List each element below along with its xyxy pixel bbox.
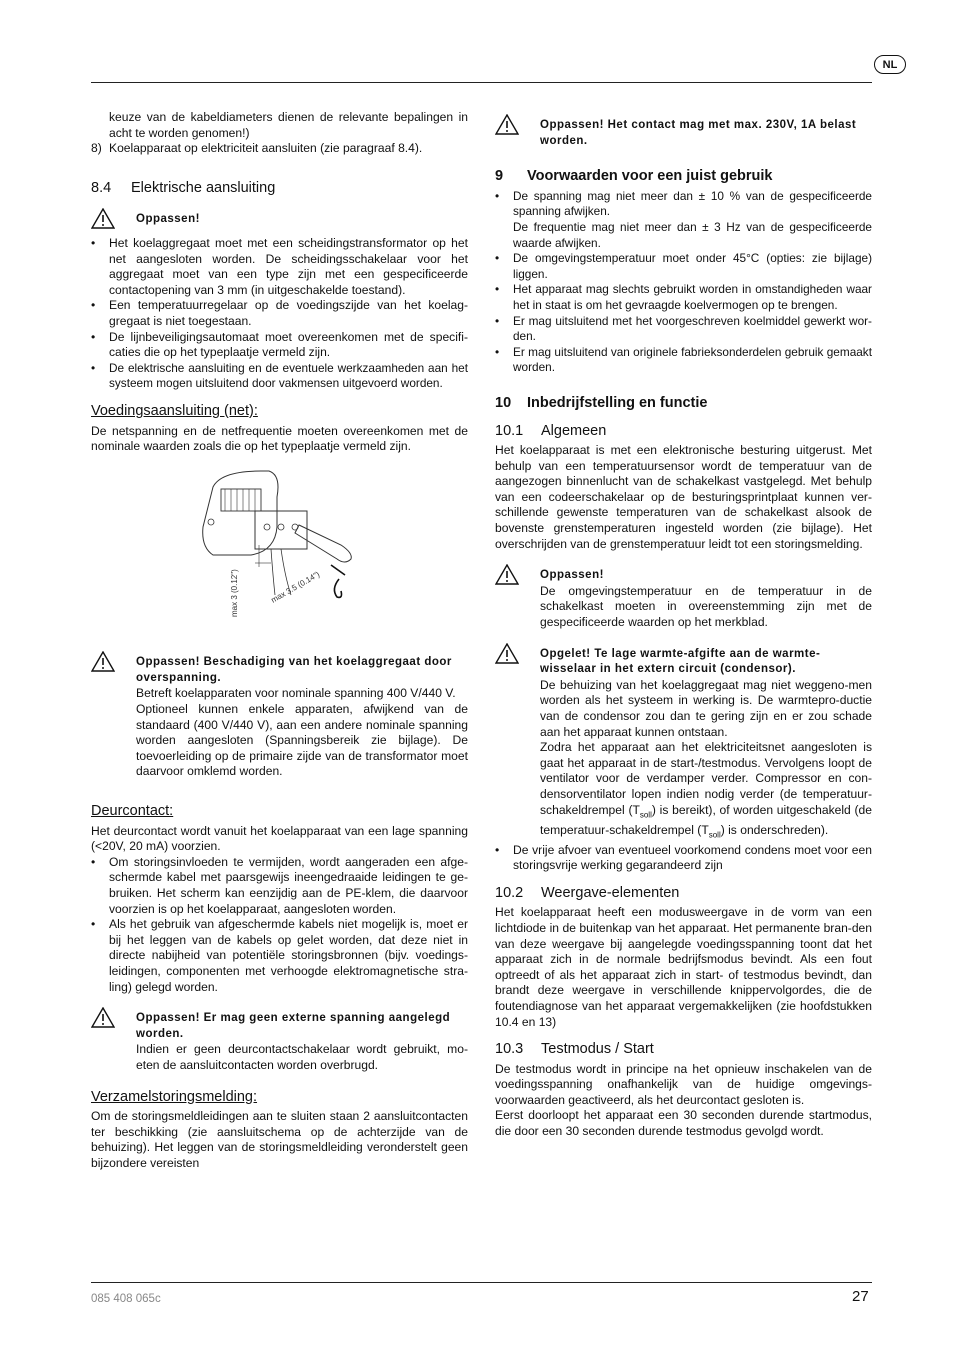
list-item xyxy=(495,189,872,251)
text-run: Zodra het apparaat aan het elektriciteitsnet aangesloten is gaat het apparaat in de start-/testmodus. Vervolgens loopt de ventilator voor de verdamper verder. Compressor en con-densorventilator lopen indien nodig verder (de temperatuur-schakeldrempel (T xyxy=(540,740,872,817)
language-badge: NL xyxy=(874,55,906,74)
list-item: • Een temperatuurregelaar op de voedingszijde van het koelag-gregaat is niet toegestaan. xyxy=(91,298,468,329)
subscript: soll xyxy=(708,829,721,839)
list-item: • Als het gebruik van afgeschermde kabels niet mogelijk is, moet er bij het leggen van de kabels op gelet worden, dat deze niet in directe nabijheid van potentiële storingsbronnen (bijv. voedings-leidingen, componenten met verhoogde elektromagnetische stra-ling) gelegd worden. xyxy=(91,917,468,995)
section-10-2-heading xyxy=(495,886,872,902)
text-run: ) is onderschreden). xyxy=(720,822,829,837)
section-number: 10.1 xyxy=(495,422,524,439)
section-number: 8.4 xyxy=(91,179,112,196)
warning-block xyxy=(91,212,468,228)
section-9-heading xyxy=(495,169,872,185)
item-text: Koelapparaat op elektriciteit aansluiten (zie paragraaf 8.4). xyxy=(109,141,423,156)
warning-text: De omgevingstemperatuur en de temperatuur in de schakelkast moeten in overeenstemming zijn met de gespecificeerde waarden op het merkblad. xyxy=(540,583,872,630)
list-item: • Om storingsinvloeden te vermijden, wordt aangeraden een afge-schermde kabel met paarsgewijs ineengedraaide leidingen te ge-bruiken. Het scherm kan eenzijdig aan de PE-klem, die daarvoor voorzien is op het koelapparaat, aangesloten worden. xyxy=(91,855,468,917)
document-code: 085 408 065c xyxy=(91,1293,161,1305)
page-number: 27 xyxy=(852,1288,869,1305)
right-column xyxy=(495,110,872,1140)
section-10-heading xyxy=(495,396,872,412)
bullet-list xyxy=(495,843,872,874)
warning-title: Oppassen! xyxy=(540,569,604,582)
left-column xyxy=(91,110,468,1172)
warning-icon xyxy=(495,564,519,585)
footer-rule xyxy=(91,1282,872,1283)
dimension-label: max 3.5 (0.14") xyxy=(269,569,322,605)
section-title: Voorwaarden voor een juist gebruik xyxy=(527,168,773,185)
text-run: ) is bereikt), of worden uitgeschakeld (de temperatuur-schakeldrempel (T xyxy=(540,802,872,837)
list-item: • Er mag uitsluitend van originele fabrieksonderdelen gebruik gemaakt worden. xyxy=(495,345,872,376)
subscript: soll xyxy=(639,809,652,819)
section-title: Inbedrijfstelling en functie xyxy=(527,394,708,411)
warning-title: Oppassen! Beschadiging van het koelaggregaat door overspanning. xyxy=(136,656,452,684)
deurcontact-heading: Deurcontact: xyxy=(91,803,174,820)
list-item: • Er mag uitsluitend met het voorgeschreven koelmiddel gewerkt wor-den. xyxy=(495,314,872,345)
section-title: Elektrische aansluiting xyxy=(131,179,276,196)
verzamelstoring-heading: Verzamelstoringsmelding: xyxy=(91,1088,258,1105)
list-item-text: De spanning mag niet meer dan ± 10 % van de gespecificeerde spanning afwijken. xyxy=(513,188,872,219)
verzamelstoring-text: Om de storingsmeldleidingen aan te sluiten staan 2 aansluitcontacten ter beschikking (zie aansluitschema op de achterzijde van de behuizing). Het leggen van de storingsmeldleiding veronderstelt geen bijzondere vereisten xyxy=(91,1109,468,1170)
warning-block xyxy=(91,655,468,780)
section-title: Testmodus / Start xyxy=(541,1041,654,1058)
bullet-list xyxy=(91,855,468,995)
warning-title: Oppassen! Het contact mag met max. 230V, 1A belast worden. xyxy=(540,119,857,147)
section-10-1-text: Het koelapparaat is met een elektronische besturing uitgerust. Met behulp van een temperatuursensor wordt de temperatuur van de aangezogen binnenlucht van de schakelkast vastgelegd. Met behulp van een codeerschakelaar op de besturingsprintplaat kunnen ver-schillende gewenste temperaturen van de schakelkast alsook de bovenste grenstemperaturen ingesteld worden (zie bijlage). Het overschrijden van de grenstemperatuur leidt tot een storingsmelding. xyxy=(495,443,872,551)
warning-text: Indien er geen deurcontactschakelaar wordt gebruikt, mo-eten de aansluitcontacten worden overbrugd. xyxy=(136,1042,468,1072)
warning-text: Betreft koelapparaten voor nominale spanning 400 V/440 V. xyxy=(136,686,456,701)
section-10-3-heading xyxy=(495,1042,872,1058)
warning-title: Oppassen! xyxy=(136,213,200,226)
section-number: 10.3 xyxy=(495,1041,524,1058)
section-10-1-heading xyxy=(495,424,872,440)
section-title: Weergave-elementen xyxy=(541,884,680,901)
section-number: 10 xyxy=(495,394,512,411)
item-number: 8) xyxy=(91,141,102,156)
intro-continuation: keuze van de kabeldiameters dienen de relevante bepalingen in acht te worden genomen!) xyxy=(109,110,468,140)
bullet-list xyxy=(91,236,468,392)
warning-title: Opgelet! Te lage warmte-afgifte aan de warmte-wisselaar in het extern circuit (condensor). xyxy=(540,647,821,676)
warning-block xyxy=(91,1011,468,1073)
wiring-illustration xyxy=(191,467,371,627)
warning-block xyxy=(495,568,872,630)
list-item: • De lijnbeveiligingsautomaat moet overeenkomen met de specifi-caties die op het typeplaatje vermeld zijn. xyxy=(91,330,468,361)
warning-text: De behuizing van het koelaggregaat mag niet weggeno-men worden als het systeem in werking is. De warmtepro-ductie van de condensor zou dan te gering zijn en er zou schade aan het apparaat kunnen ontstaan. xyxy=(540,677,872,739)
list-item-text: De frequentie mag niet meer dan ± 3 Hz van de gespecificeerde waarde afwijken. xyxy=(513,219,872,250)
list-item: • Het apparaat mag slechts gebruikt worden in omstandigheden waar het in staat is om het gevraagde koelvermogen op te brengen. xyxy=(495,282,872,313)
list-item: • Het koelaggregaat moet met een scheidingstransformator op het net aangesloten worden. De scheidingsschakelaar voor het aggregaat moet van een type zijn met een gespecificeerde contactopening van 3 mm (in uitgeschakelde toestand). xyxy=(91,236,468,298)
section-10-3-text: Eerst doorloopt het apparaat een 30 seconden durende startmodus, die door een 30 seconden durende testmodus gevolgd wordt. xyxy=(495,1108,872,1139)
section-number: 10.2 xyxy=(495,884,524,901)
warning-text xyxy=(540,740,872,842)
warning-icon xyxy=(91,651,115,672)
warning-text: Optioneel kunnen enkele apparaten, afwijkend van de standaard (400 V/440 V), aan een andere nominale spanning worden aangesloten (Spanningsbereik zie bijlage). De toevoerleiding op de primaire zijde van de transformator moet daarvoor omklemd worden. xyxy=(136,702,468,779)
voeding-text: De netspanning en de netfrequentie moeten overeenkomen met de nominale waarden zoals die op het typeplaatje vermeld zijn. xyxy=(91,423,468,454)
list-item: • De vrije afvoer van eventueel voorkomend condens moet voor een storingsvrije werking gegarandeerd zijn xyxy=(495,843,872,874)
header-rule xyxy=(91,82,872,83)
warning-title: Oppassen! Er mag geen externe spanning aangelegd worden. xyxy=(136,1012,451,1040)
list-item: • De omgevingstemperatuur moet onder 45°C (opties: zie bijlage) liggen. xyxy=(495,251,872,282)
section-10-3-text: De testmodus wordt in principe na het opnieuw inschakelen van de voedingsspanning onafhankelijk van de huidige omgevings-voorwaarden geactiveerd, als het deurcontact gesloten is. xyxy=(495,1061,872,1107)
warning-icon xyxy=(91,1007,115,1028)
section-number: 9 xyxy=(495,168,504,185)
section-title: Algemeen xyxy=(541,422,607,439)
list-item: • De elektrische aansluiting en de eventuele werkzaamheden aan het systeem mogen uitsluitend door vakmensen uitgevoerd worden. xyxy=(91,361,468,392)
warning-icon xyxy=(495,114,519,135)
list-item-8 xyxy=(91,141,468,157)
warning-icon xyxy=(91,208,115,229)
bullet-list xyxy=(495,189,872,376)
warning-block xyxy=(495,118,872,149)
section-10-2-text: Het koelapparaat heeft een modusweergave in de vorm van een lichtdiode in de buitenkap van het apparaat. Het permanente bran-den van deze weergave bij aangelegde voedingsspanning toont dat het apparaat zich in de normale bedrijfsmodus bevindt. Als een fout optreedt of als het apparaat zich in start- of testmodus bevindt, dan brandt deze weergave in verschillende knippervolgordes, die de foutendiagnose van het apparaat vergemakkelijken (zie hoofdstukken 10.4 en 13) xyxy=(495,905,872,1029)
warning-block xyxy=(495,647,872,843)
voeding-heading: Voedingsaansluiting (net): xyxy=(91,402,258,419)
deurcontact-text: Het deurcontact wordt vanuit het koelapparaat van een lage spanning (<20V, 20 mA) voorzien. xyxy=(91,823,468,854)
dimension-label: max 3 (0.12") xyxy=(230,568,239,617)
warning-icon xyxy=(495,643,519,664)
section-8-4-heading xyxy=(91,181,468,197)
